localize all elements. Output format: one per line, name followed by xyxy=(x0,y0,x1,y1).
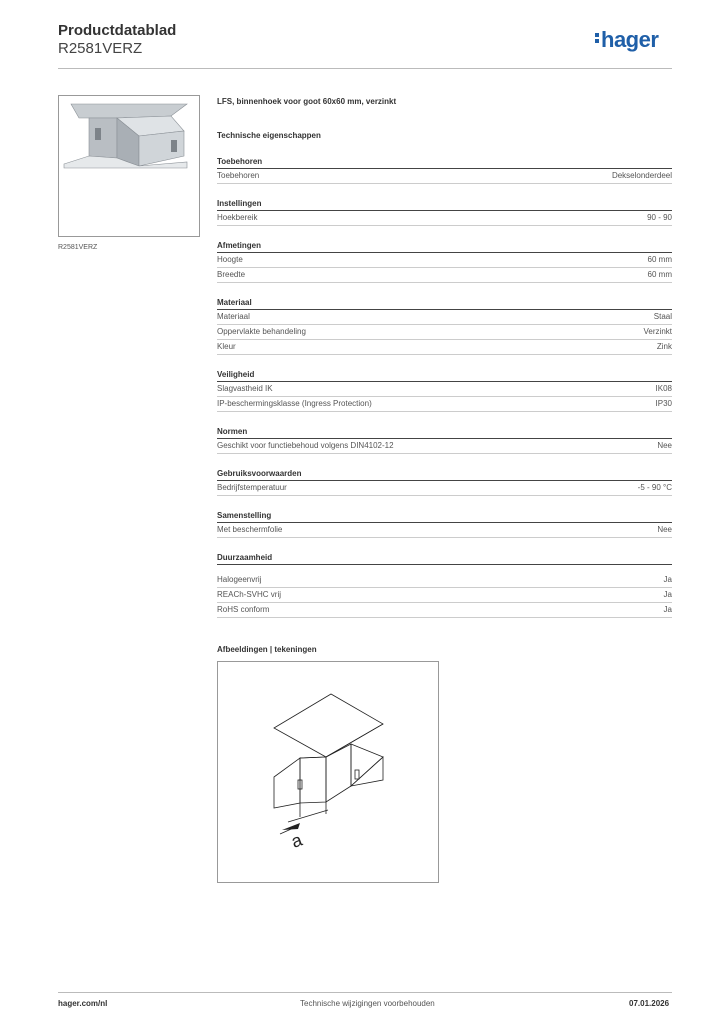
spec-row xyxy=(217,340,672,355)
spec-value: Staal xyxy=(653,312,672,321)
spec-value: Ja xyxy=(663,575,672,584)
spec-row xyxy=(217,573,672,588)
spec-row xyxy=(217,523,672,538)
spec-section-samenstelling xyxy=(217,510,672,538)
product-description: LFS, binnenhoek voor goot 60x60 mm, verzinkt xyxy=(217,97,397,106)
spec-value: 90 - 90 xyxy=(647,213,672,222)
spec-value: Ja xyxy=(663,605,672,614)
spec-label: Met beschermfolie xyxy=(217,525,283,534)
section-title: Afmetingen xyxy=(217,240,672,253)
spec-label: Bedrijfstemperatuur xyxy=(217,483,287,492)
spec-section-afmetingen xyxy=(217,240,672,283)
spec-label: Hoogte xyxy=(217,255,243,264)
spec-row xyxy=(217,268,672,283)
technical-drawing xyxy=(217,661,439,883)
product-photo xyxy=(58,95,200,237)
footer-website: hager.com/nl xyxy=(58,999,108,1008)
spec-value: Nee xyxy=(657,441,672,450)
spec-value: IK08 xyxy=(655,384,672,393)
section-title: Instellingen xyxy=(217,198,672,211)
page-title: Productdatablad xyxy=(58,22,177,39)
spec-section-duurzaamheid xyxy=(217,552,672,618)
spec-label: Kleur xyxy=(217,342,236,351)
spec-row xyxy=(217,439,672,454)
dimension-label: a xyxy=(288,829,305,852)
section-title: Materiaal xyxy=(217,297,672,310)
spec-value: Ja xyxy=(663,590,672,599)
section-title: Veiligheid xyxy=(217,369,672,382)
spec-value: Nee xyxy=(657,525,672,534)
spec-label: Halogeenvrij xyxy=(217,575,262,584)
spec-label: Geschikt voor functiebehoud volgens DIN4102-12 xyxy=(217,441,394,450)
spec-row xyxy=(217,253,672,268)
spec-value: IP30 xyxy=(655,399,672,408)
spec-section-materiaal xyxy=(217,297,672,355)
spec-label: Toebehoren xyxy=(217,171,260,180)
spec-row xyxy=(217,382,672,397)
spec-section-normen xyxy=(217,426,672,454)
spec-value: 60 mm xyxy=(647,255,672,264)
spec-label: Hoekbereik xyxy=(217,213,258,222)
spec-row xyxy=(217,325,672,340)
brand-name: hager xyxy=(601,27,659,52)
tech-heading: Technische eigenschappen xyxy=(217,131,321,140)
spec-label: RoHS conform xyxy=(217,605,270,614)
spec-value: Dekselonderdeel xyxy=(611,171,672,180)
footer-date: 07.01.2026 xyxy=(629,999,670,1008)
spec-row xyxy=(217,169,672,184)
section-title: Duurzaamheid xyxy=(217,552,672,565)
spec-label: Materiaal xyxy=(217,312,250,321)
footer-divider xyxy=(58,992,672,993)
spec-row xyxy=(217,211,672,226)
section-title: Samenstelling xyxy=(217,510,672,523)
spec-label: Slagvastheid IK xyxy=(217,384,273,393)
spec-area xyxy=(217,96,672,883)
spec-section-gebruiksvoorwaarden xyxy=(217,468,672,496)
spec-label: Oppervlakte behandeling xyxy=(217,327,306,336)
spec-value: Zink xyxy=(656,342,672,351)
logo-dots-icon xyxy=(595,31,600,45)
header-divider xyxy=(58,68,672,69)
brand-logo xyxy=(595,27,658,53)
section-title: Normen xyxy=(217,426,672,439)
spec-section-toebehoren xyxy=(217,156,672,184)
spec-label: REACh-SVHC vrij xyxy=(217,590,282,599)
spec-section-instellingen xyxy=(217,198,672,226)
spec-value: -5 - 90 °C xyxy=(637,483,672,492)
spec-row xyxy=(217,397,672,412)
section-title: Toebehoren xyxy=(217,156,672,169)
images-heading: Afbeeldingen | tekeningen xyxy=(217,645,317,654)
spec-section-veiligheid xyxy=(217,369,672,412)
photo-caption: R2581VERZ xyxy=(58,244,98,251)
spec-row xyxy=(217,603,672,618)
spec-label: IP-beschermingsklasse (Ingress Protection) xyxy=(217,399,372,408)
product-code: R2581VERZ xyxy=(58,40,143,57)
spec-row xyxy=(217,310,672,325)
spec-row xyxy=(217,588,672,603)
spec-value: Verzinkt xyxy=(643,327,672,336)
spec-label: Breedte xyxy=(217,270,246,279)
spec-value: 60 mm xyxy=(647,270,672,279)
footer-notice: Technische wijzigingen voorbehouden xyxy=(300,999,435,1008)
section-title: Gebruiksvoorwaarden xyxy=(217,468,672,481)
spec-row xyxy=(217,481,672,496)
